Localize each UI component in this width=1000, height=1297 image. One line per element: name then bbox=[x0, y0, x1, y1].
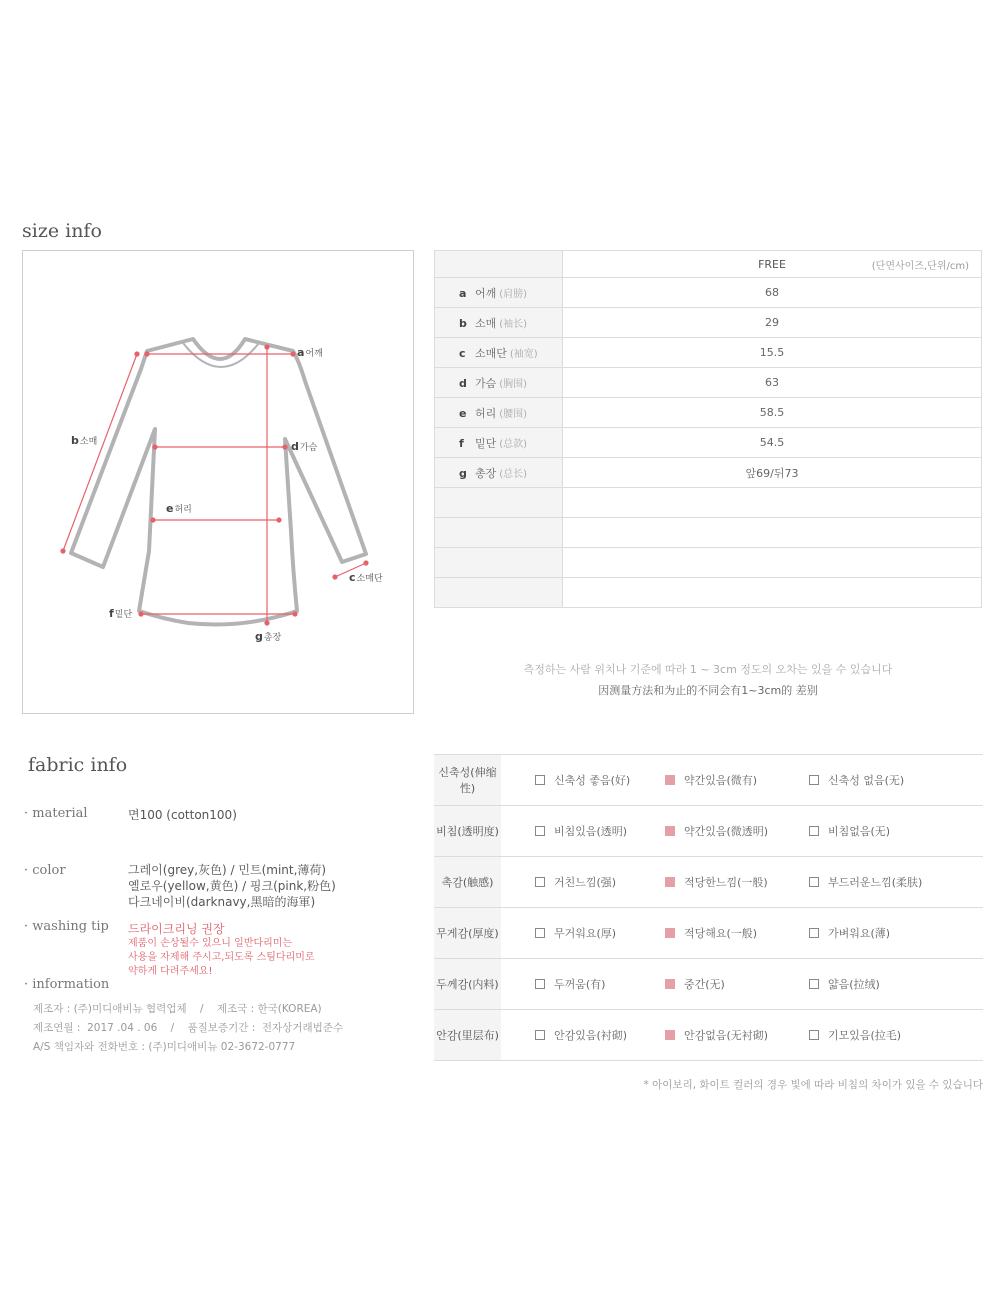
fabric-option bbox=[809, 976, 969, 992]
unchecked-box-icon bbox=[809, 979, 819, 989]
table-row: e 허리 (腰围) 58.5 bbox=[435, 398, 982, 428]
table-row: a 어깨 (肩膀) 68 bbox=[435, 278, 982, 308]
fabric-option-label: 약간있음(微透明) bbox=[684, 825, 769, 838]
fabric-option-label: 얇음(拉绒) bbox=[828, 978, 880, 991]
size-header-cell bbox=[563, 251, 982, 278]
unchecked-box-icon bbox=[535, 928, 545, 938]
fabric-attribute-label: 신축성(伸缩性) bbox=[434, 755, 501, 806]
fabric-option-label: 신축성 좋음(好) bbox=[554, 774, 631, 787]
fabric-option-label: 비침없음(无) bbox=[828, 825, 891, 838]
fabric-option bbox=[535, 823, 651, 839]
neckline-outline bbox=[183, 343, 259, 367]
size-table-header bbox=[435, 251, 982, 278]
measure-dot bbox=[265, 345, 269, 349]
measure-dot bbox=[61, 549, 65, 553]
fabric-option-label: 부드러운느낌(柔肤) bbox=[828, 876, 923, 889]
checked-box-icon bbox=[665, 826, 675, 836]
unchecked-box-icon bbox=[535, 979, 545, 989]
garment-illustration bbox=[23, 251, 415, 715]
fabric-table-row bbox=[434, 857, 983, 908]
unchecked-box-icon bbox=[535, 775, 545, 785]
washing-tip-title: 드라이크리닝 권장 bbox=[128, 922, 225, 936]
fabric-options bbox=[501, 1010, 983, 1061]
measure-dot bbox=[145, 352, 149, 356]
fabric-note: * 아이보리, 화이트 컬러의 경우 빛에 따라 비침의 차이가 있을 수 있습니다 bbox=[643, 1079, 983, 1091]
unchecked-box-icon bbox=[535, 1030, 545, 1040]
washing-tip bbox=[128, 920, 315, 979]
fabric-option bbox=[809, 772, 969, 788]
fabric-option-label: 적당해요(一般) bbox=[684, 927, 758, 940]
table-row: d 가슴 (胸围) 63 bbox=[435, 368, 982, 398]
empty-table-row bbox=[435, 578, 982, 608]
fabric-option-label: 가벼워요(薄) bbox=[828, 927, 891, 940]
washing-tip-line: 약하게 다려주세요! bbox=[128, 966, 213, 977]
diagram-label-f: f밑단 bbox=[109, 607, 133, 620]
size-header-free: FREE bbox=[758, 257, 786, 271]
fabric-option bbox=[665, 874, 795, 890]
measure-dot bbox=[151, 518, 155, 522]
size-table bbox=[434, 250, 982, 608]
information-line: A/S 책임자와 전화번호 : (주)미디애비뉴 02-3672-0777 bbox=[33, 1041, 296, 1053]
fabric-option bbox=[665, 1027, 795, 1043]
fabric-option bbox=[535, 874, 651, 890]
checked-box-icon bbox=[665, 775, 675, 785]
fabric-option bbox=[535, 772, 651, 788]
measure-dot bbox=[265, 621, 269, 625]
fabric-option-label: 중간(无) bbox=[684, 978, 725, 991]
fabric-option-label: 무거워요(厚) bbox=[554, 927, 617, 940]
fabric-option-label: 약간있음(微有) bbox=[684, 774, 758, 787]
unchecked-box-icon bbox=[809, 775, 819, 785]
fabric-attribute-label: 두께감(内料) bbox=[434, 959, 501, 1010]
unit-note: (단면사이즈,단위/cm) bbox=[871, 261, 969, 272]
fabric-option bbox=[535, 976, 651, 992]
fabric-option-label: 신축성 없음(无) bbox=[828, 774, 905, 787]
fabric-option bbox=[665, 823, 795, 839]
unchecked-box-icon bbox=[809, 1030, 819, 1040]
table-row: b 소매 (袖长) 29 bbox=[435, 308, 982, 338]
table-row: c 소매단 (袖宽) 15.5 bbox=[435, 338, 982, 368]
unchecked-box-icon bbox=[809, 826, 819, 836]
color-line: 다크네이비(darknavy,黑暗的海軍) bbox=[128, 895, 316, 909]
fabric-table-row bbox=[434, 755, 983, 806]
information-line: 제조연월 : 2017 .04 . 06 / 품질보증기간 : 전자상거래법준수 bbox=[33, 1022, 344, 1034]
unchecked-box-icon bbox=[809, 928, 819, 938]
fabric-option bbox=[809, 1027, 969, 1043]
measure-line-b bbox=[63, 354, 137, 551]
diagram-label-e: e허리 bbox=[166, 502, 192, 515]
checked-box-icon bbox=[665, 979, 675, 989]
size-info-title: size info bbox=[22, 220, 102, 242]
color-line: 그레이(grey,灰色) / 민트(mint,薄荷) bbox=[128, 863, 327, 877]
diagram-label-a: a어깨 bbox=[297, 346, 323, 359]
measure-dot bbox=[364, 561, 368, 565]
checked-box-icon bbox=[665, 1030, 675, 1040]
fabric-option-label: 비침있음(透明) bbox=[554, 825, 628, 838]
unchecked-box-icon bbox=[535, 877, 545, 887]
unchecked-box-icon bbox=[809, 877, 819, 887]
fabric-attribute-label: 무게감(厚度) bbox=[434, 908, 501, 959]
material-value: 면100 (cotton100) bbox=[128, 808, 237, 822]
fabric-option-label: 안감없음(无衬砌) bbox=[684, 1029, 769, 1042]
unchecked-box-icon bbox=[535, 826, 545, 836]
diagram-label-b: b소매 bbox=[71, 434, 98, 447]
fabric-options bbox=[501, 908, 983, 959]
fabric-table-row bbox=[434, 908, 983, 959]
washing-tip-line: 제품이 손상될수 있으니 일반다리미는 bbox=[128, 938, 293, 949]
fabric-option bbox=[809, 823, 969, 839]
measure-dot bbox=[333, 575, 337, 579]
measure-dot bbox=[283, 445, 287, 449]
empty-table-row bbox=[435, 548, 982, 578]
fabric-options bbox=[501, 806, 983, 857]
measure-dot bbox=[277, 518, 281, 522]
measure-dot bbox=[291, 352, 295, 356]
garment-outline bbox=[71, 339, 366, 625]
fabric-option bbox=[665, 772, 795, 788]
fabric-option bbox=[665, 976, 795, 992]
checked-box-icon bbox=[665, 928, 675, 938]
fabric-option-label: 두꺼움(有) bbox=[554, 978, 606, 991]
fabric-option-label: 적당한느낌(一般) bbox=[684, 876, 768, 889]
fabric-table-row bbox=[434, 959, 983, 1010]
fabric-option-label: 기모있음(拉毛) bbox=[828, 1029, 902, 1042]
measure-dot bbox=[139, 612, 143, 616]
color-list bbox=[128, 862, 336, 910]
fabric-table-row bbox=[434, 806, 983, 857]
size-diagram bbox=[22, 250, 414, 714]
fabric-attribute-label: 촉감(触感) bbox=[434, 857, 501, 908]
fabric-option bbox=[535, 1027, 651, 1043]
fabric-option bbox=[809, 925, 969, 941]
fabric-option-label: 안감있음(衬砌) bbox=[554, 1029, 628, 1042]
fabric-table-row bbox=[434, 1010, 983, 1061]
measure-dot bbox=[153, 445, 157, 449]
fabric-attribute-label: 안감(里层布) bbox=[434, 1010, 501, 1061]
diagram-label-c: c소매단 bbox=[349, 571, 383, 584]
fabric-option-label: 거친느낌(强) bbox=[554, 876, 617, 889]
table-row: g 총장 (总长) 앞69/뒤73 bbox=[435, 458, 982, 488]
fabric-options bbox=[501, 857, 983, 908]
color-line: 옐로우(yellow,黄色) / 핑크(pink,粉色) bbox=[128, 879, 336, 893]
fabric-options bbox=[501, 755, 983, 806]
measurement-note-kr: 측정하는 사람 위치나 기준에 따라 1 ~ 3cm 정도의 오차는 있을 수 있습니다 bbox=[523, 663, 893, 676]
fabric-option bbox=[665, 925, 795, 941]
information-label: · information bbox=[24, 977, 110, 992]
measure-dot bbox=[135, 352, 139, 356]
fabric-options bbox=[501, 959, 983, 1010]
diagram-label-g: g총장 bbox=[255, 630, 282, 643]
fabric-option bbox=[535, 925, 651, 941]
fabric-info-title: fabric info bbox=[28, 754, 128, 776]
fabric-option bbox=[809, 874, 969, 890]
washing-tip-line: 사용을 자제해 주시고,되도록 스팀다리미로 bbox=[128, 952, 315, 963]
header-empty-cell bbox=[435, 251, 563, 278]
information-line: 제조자 : (주)미디애비뉴 협력업체 / 제조국 : 한국(KOREA) bbox=[33, 1003, 322, 1015]
empty-table-row bbox=[435, 518, 982, 548]
table-row: f 밑단 (总款) 54.5 bbox=[435, 428, 982, 458]
empty-table-row bbox=[435, 488, 982, 518]
material-label: · material bbox=[24, 806, 88, 821]
diagram-label-d: d가슴 bbox=[291, 440, 318, 453]
measurement-note-cn: 因测量方法和为止的不同会有1~3cm的 差别 bbox=[598, 684, 818, 697]
checked-box-icon bbox=[665, 877, 675, 887]
washing-tip-label: · washing tip bbox=[24, 919, 109, 934]
fabric-attribute-label: 비침(透明度) bbox=[434, 806, 501, 857]
color-label: · color bbox=[24, 863, 66, 878]
fabric-table bbox=[434, 754, 983, 1061]
measure-dot bbox=[293, 612, 297, 616]
